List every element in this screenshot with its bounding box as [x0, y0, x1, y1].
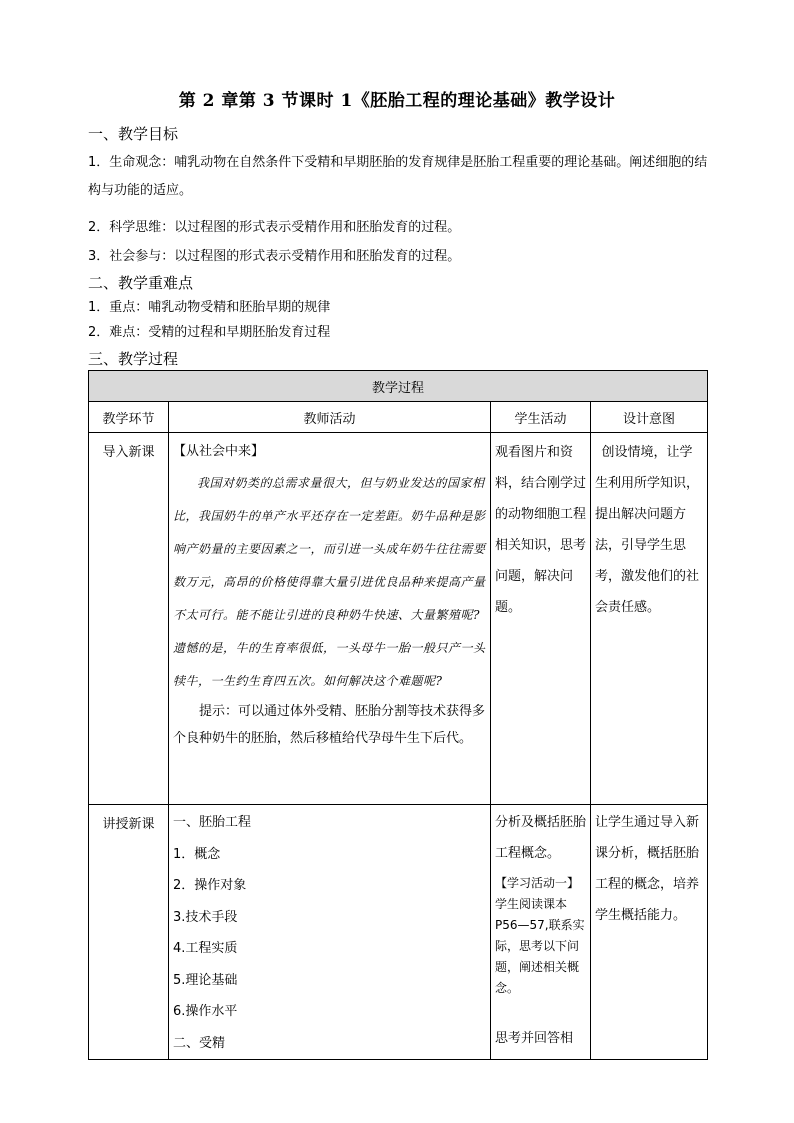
teacher-item: 二、受精 [173, 1035, 226, 1051]
student-text: 思考并回答相 [495, 1031, 574, 1046]
header-stage: 教学环节 [89, 402, 169, 433]
objective-item: 3．社会参与：以过程图的形式表示受精作用和胚胎发育的过程。 [88, 249, 461, 264]
table-row [89, 805, 708, 1060]
table-header-row [89, 402, 708, 433]
keypoint-item: 2．难点：受精的过程和早期胚胎发育过程 [88, 325, 331, 340]
teacher-item: 一、胚胎工程 [173, 815, 252, 830]
student-text: 分析及概括胚胎工程概念。 [495, 815, 587, 861]
section-keypoints-heading: 二、教学重难点 [88, 274, 194, 292]
document-title: 第 2 章第 3 节课时 1《胚胎工程的理论基础》教学设计 [178, 91, 616, 111]
story-text: 我国对奶类的总需求量很大，但与奶业发达的国家相比，我国奶牛的单产水平还存在一定差距。奶牛品种是影响产奶量的主要因素之一，而引进一头成年奶牛往往需要数万元，高昂的价格使得靠大量引进优良品种来提高产量不太可行。能不能让引进的良种奶牛快速、大量繁殖呢?遗憾的是，牛的生育率很低，一头母牛一胎一般只产一头犊牛，一生约生育四五次。如何解决这个难题呢? [173, 476, 486, 688]
teacher-tag: 【从社会中来】 [173, 444, 265, 459]
hint-text: 提示：可以通过体外受精、胚胎分割等技术获得多个良种奶牛的胚胎，然后移植给代孕母牛生下后代。 [173, 704, 486, 746]
objective-item: 2．科学思维：以过程图的形式表示受精作用和胚胎发育的过程。 [88, 220, 461, 235]
student-activity: 【学习活动一】学生阅读课本P56—57,联系实际，思考以下问题，阐述相关概念。 [495, 876, 585, 995]
table-caption: 教学过程 [89, 371, 708, 402]
teacher-item: 3.技术手段 [173, 909, 238, 925]
teacher-cell [169, 805, 491, 1060]
table-row [89, 433, 708, 805]
section-objectives-heading: 一、教学目标 [88, 125, 179, 143]
objective-item: 1．生命观念：哺乳动物在自然条件下受精和早期胚胎的发育规律是胚胎工程重要的理论基础。阐述细胞的结构与功能的适应。 [88, 155, 708, 198]
stage-cell: 导入新课 [89, 433, 169, 805]
header-teacher: 教师活动 [169, 402, 491, 433]
teacher-item: 5.理论基础 [173, 972, 238, 988]
teacher-item: 1．概念 [173, 846, 221, 862]
keypoint-item: 1．重点：哺乳动物受精和胚胎早期的规律 [88, 300, 331, 315]
stage-cell: 讲授新课 [89, 805, 169, 1060]
student-cell: 观看图片和资料，结合刚学过的动物细胞工程相关知识，思考问题，解决问题。 [491, 433, 591, 805]
intent-cell: 让学生通过导入新课分析，概括胚胎工程的概念，培养学生概括能力。 [591, 805, 708, 1060]
header-intent: 设计意图 [591, 402, 708, 433]
teacher-item: 4.工程实质 [173, 941, 238, 956]
teaching-process-table [88, 370, 708, 1060]
header-student: 学生活动 [491, 402, 591, 433]
teacher-item: 2．操作对象 [173, 878, 247, 893]
intent-cell: 创设情境，让学生利用所学知识，提出解决问题方法，引导学生思考，激发他们的社会责任感。 [591, 433, 708, 805]
teacher-item: 6.操作水平 [173, 1004, 238, 1019]
section-process-heading: 三、教学过程 [88, 350, 179, 368]
student-cell [491, 805, 591, 1060]
teacher-cell [169, 433, 491, 805]
